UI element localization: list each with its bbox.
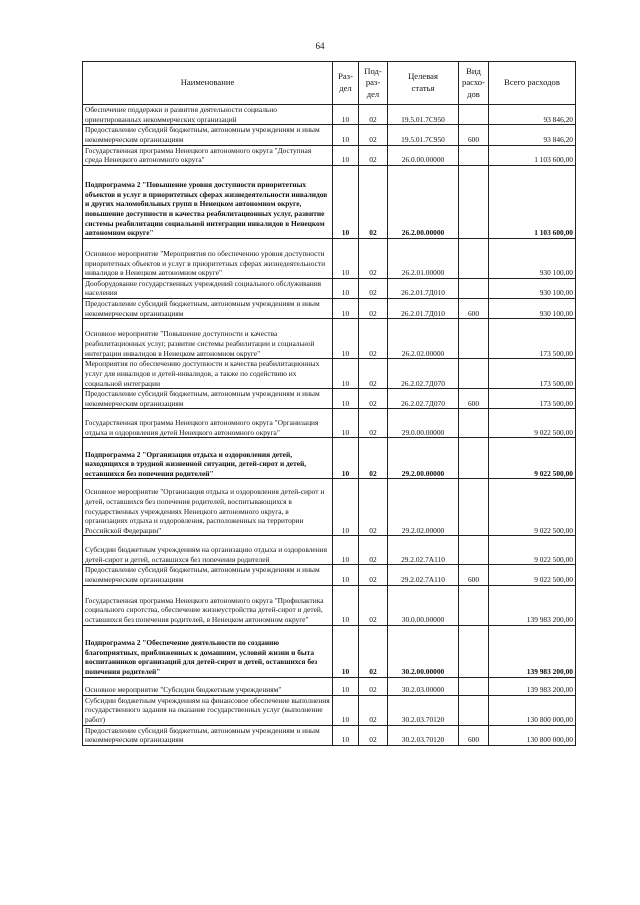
cell-total: 930 100,00 — [489, 278, 576, 298]
cell-name: Обеспечение поддержки и развития деятельности социально ориентированных некоммерческих организаций — [83, 105, 333, 125]
table-row — [83, 165, 576, 238]
cell-target: 30.2.03.70120 — [388, 725, 459, 745]
table-row — [83, 625, 576, 677]
cell-podrazdel: 02 — [359, 725, 388, 745]
cell-total: 139 983 200,00 — [489, 625, 576, 677]
header-podrazdel: Под- раз- дел — [359, 62, 388, 105]
cell-total: 9 022 500,00 — [489, 438, 576, 479]
cell-podrazdel: 02 — [359, 479, 388, 536]
cell-target: 26.2.02.00000 — [388, 319, 459, 359]
cell-vid: 600 — [459, 725, 489, 745]
cell-vid — [459, 625, 489, 677]
cell-name: Основное мероприятие "Мероприятия по обеспечению уровня доступности приоритетных объектов и услуг в приоритетных сферах жизнедеятельности инвалидов в Ненецком автономном округе" — [83, 238, 333, 278]
cell-podrazdel: 02 — [359, 565, 388, 585]
cell-vid — [459, 359, 489, 389]
table-row — [83, 677, 576, 695]
table-row — [83, 145, 576, 165]
cell-total: 1 103 600,00 — [489, 145, 576, 165]
cell-name: Мероприятия по обеспечению доступности и качества реабилитационных услуг для инвалидов и детей-инвалидов, а также по содействию их социальной интеграции — [83, 359, 333, 389]
cell-total: 930 100,00 — [489, 299, 576, 319]
table-row — [83, 278, 576, 298]
cell-vid: 600 — [459, 565, 489, 585]
cell-target: 30.2.03.00000 — [388, 677, 459, 695]
cell-target: 26.2.02.7Д070 — [388, 359, 459, 389]
cell-podrazdel: 02 — [359, 409, 388, 438]
cell-total: 930 100,00 — [489, 238, 576, 278]
cell-podrazdel: 02 — [359, 319, 388, 359]
cell-razdel: 10 — [333, 319, 359, 359]
cell-target: 29.2.02.7А110 — [388, 565, 459, 585]
cell-target: 26.2.01.7Д010 — [388, 299, 459, 319]
cell-podrazdel: 02 — [359, 389, 388, 409]
cell-razdel: 10 — [333, 565, 359, 585]
cell-name: Предоставление субсидий бюджетным, автономным учреждениям и иным некоммерческим организациям — [83, 299, 333, 319]
cell-name: Государственная программа Ненецкого автономного округа "Профилактика социального сиротства, обеспечение жизнеустройства детей-сирот и детей, оставшихся без попечения родителей, в Ненецком автономном округе" — [83, 585, 333, 625]
cell-vid — [459, 536, 489, 565]
cell-razdel: 10 — [333, 695, 359, 725]
cell-name: Дооборудование государственных учреждений социального обслуживания населения — [83, 278, 333, 298]
cell-razdel: 10 — [333, 105, 359, 125]
cell-vid — [459, 238, 489, 278]
cell-total: 9 022 500,00 — [489, 565, 576, 585]
cell-target: 26.0.00.00000 — [388, 145, 459, 165]
cell-target: 26.2.01.00000 — [388, 238, 459, 278]
cell-podrazdel: 02 — [359, 125, 388, 145]
table-row — [83, 125, 576, 145]
cell-vid — [459, 438, 489, 479]
page-number: 64 — [315, 41, 325, 51]
cell-total: 93 846,20 — [489, 125, 576, 145]
cell-razdel: 10 — [333, 479, 359, 536]
header-total: Всего расходов — [489, 62, 576, 105]
header-name: Наименование — [83, 62, 333, 105]
cell-name: Государственная программа Ненецкого автономного округа "Организация отдыха и оздоровления детей Ненецкого автономного округа" — [83, 409, 333, 438]
cell-name: Предоставление субсидий бюджетным, автономным учреждениям и иным некоммерческим организациям — [83, 389, 333, 409]
cell-target: 26.2.01.7Д010 — [388, 278, 459, 298]
cell-target: 29.0.00.00000 — [388, 409, 459, 438]
cell-total: 139 983 200,00 — [489, 677, 576, 695]
cell-vid — [459, 278, 489, 298]
cell-podrazdel: 02 — [359, 536, 388, 565]
cell-total: 9 022 500,00 — [489, 479, 576, 536]
cell-target: 19.5.01.7С950 — [388, 125, 459, 145]
table-row — [83, 359, 576, 389]
cell-name: Основное мероприятие "Субсидии бюджетным учреждениям" — [83, 677, 333, 695]
cell-name: Основное мероприятие "Организация отдыха и оздоровления детей-сирот и детей, оставшихся без попечения родителей, воспитывающихся в государственных учреждениях Ненецкого автономного округа, в организациях отдыха и оздоровления, расположенных на территории Российской Федерации" — [83, 479, 333, 536]
cell-name: Субсидии бюджетным учреждениям на финансовое обеспечение выполнения государственного задания на оказание государственных услуг (выполнение работ) — [83, 695, 333, 725]
cell-name: Предоставление субсидий бюджетным, автономным учреждениям и иным некоммерческим организациям — [83, 725, 333, 745]
cell-razdel: 10 — [333, 585, 359, 625]
cell-razdel: 10 — [333, 438, 359, 479]
cell-podrazdel: 02 — [359, 695, 388, 725]
cell-razdel: 10 — [333, 625, 359, 677]
cell-total: 173 500,00 — [489, 319, 576, 359]
cell-razdel: 10 — [333, 409, 359, 438]
cell-vid — [459, 695, 489, 725]
cell-vid: 600 — [459, 125, 489, 145]
table-row — [83, 105, 576, 125]
cell-target: 30.2.00.00000 — [388, 625, 459, 677]
cell-razdel: 10 — [333, 359, 359, 389]
cell-vid: 600 — [459, 389, 489, 409]
cell-target: 29.2.00.00000 — [388, 438, 459, 479]
table-row — [83, 438, 576, 479]
table-row — [83, 536, 576, 565]
cell-podrazdel: 02 — [359, 625, 388, 677]
cell-podrazdel: 02 — [359, 677, 388, 695]
cell-target: 26.2.02.7Д070 — [388, 389, 459, 409]
cell-razdel: 10 — [333, 725, 359, 745]
cell-vid — [459, 105, 489, 125]
cell-razdel: 10 — [333, 165, 359, 238]
table-row — [83, 409, 576, 438]
cell-podrazdel: 02 — [359, 238, 388, 278]
cell-vid: 600 — [459, 299, 489, 319]
cell-razdel: 10 — [333, 278, 359, 298]
cell-podrazdel: 02 — [359, 585, 388, 625]
cell-target: 29.2.02.00000 — [388, 479, 459, 536]
cell-podrazdel: 02 — [359, 359, 388, 389]
cell-razdel: 10 — [333, 299, 359, 319]
cell-total: 93 846,20 — [489, 105, 576, 125]
cell-vid — [459, 479, 489, 536]
header-razdel: Раз- дел — [333, 62, 359, 105]
cell-podrazdel: 02 — [359, 299, 388, 319]
cell-razdel: 10 — [333, 536, 359, 565]
cell-target: 26.2.00.00000 — [388, 165, 459, 238]
cell-total: 173 500,00 — [489, 359, 576, 389]
cell-total: 9 022 500,00 — [489, 536, 576, 565]
cell-total: 173 500,00 — [489, 389, 576, 409]
cell-name: Предоставление субсидий бюджетным, автономным учреждениям и иным некоммерческим организациям — [83, 565, 333, 585]
table-row — [83, 238, 576, 278]
cell-razdel: 10 — [333, 238, 359, 278]
cell-vid — [459, 145, 489, 165]
cell-name: Предоставление субсидий бюджетным, автономным учреждениям и иным некоммерческим организациям — [83, 125, 333, 145]
cell-vid — [459, 319, 489, 359]
table-header-row — [83, 62, 576, 105]
header-target: Целевая статья — [388, 62, 459, 105]
cell-name: Подпрограмма 2 "Обеспечение деятельности по созданию благоприятных, приближенных к домашним, условий жизни и быта воспитанников организаций для детей-сирот и детей, оставшихся без попечения родителей" — [83, 625, 333, 677]
cell-razdel: 10 — [333, 125, 359, 145]
cell-total: 9 022 500,00 — [489, 409, 576, 438]
table-row — [83, 725, 576, 745]
cell-target: 29.2.02.7А110 — [388, 536, 459, 565]
table-row — [83, 585, 576, 625]
cell-target: 30.0.00.00000 — [388, 585, 459, 625]
cell-name: Подпрограмма 2 "Организация отдыха и оздоровления детей, находящихся в трудной жизненной ситуации, детей-сирот и детей, оставшихся без попечения родителей" — [83, 438, 333, 479]
cell-total: 130 800 000,00 — [489, 695, 576, 725]
cell-name: Государственная программа Ненецкого автономного округа "Доступная среда Ненецкого автономного округа" — [83, 145, 333, 165]
cell-name: Основное мероприятие "Повышение доступности и качества реабилитационных услуг, развитие системы реабилитации и социальной интеграции инвалидов в Ненецком автономном округе" — [83, 319, 333, 359]
cell-podrazdel: 02 — [359, 438, 388, 479]
cell-razdel: 10 — [333, 389, 359, 409]
cell-vid — [459, 165, 489, 238]
cell-vid — [459, 677, 489, 695]
cell-target: 19.5.01.7С950 — [388, 105, 459, 125]
cell-total: 139 983 200,00 — [489, 585, 576, 625]
table-row — [83, 319, 576, 359]
cell-vid — [459, 409, 489, 438]
budget-table — [82, 61, 576, 746]
cell-name: Субсидии бюджетным учреждениям на организацию отдыха и оздоровления детей-сирот и детей, оставшихся без попечения родителей — [83, 536, 333, 565]
cell-podrazdel: 02 — [359, 105, 388, 125]
cell-razdel: 10 — [333, 145, 359, 165]
cell-podrazdel: 02 — [359, 165, 388, 238]
cell-podrazdel: 02 — [359, 278, 388, 298]
table-row — [83, 695, 576, 725]
table-row — [83, 479, 576, 536]
header-vid: Вид расхо- дов — [459, 62, 489, 105]
cell-podrazdel: 02 — [359, 145, 388, 165]
cell-razdel: 10 — [333, 677, 359, 695]
cell-target: 30.2.03.70120 — [388, 695, 459, 725]
table-row — [83, 565, 576, 585]
table-row — [83, 389, 576, 409]
cell-vid — [459, 585, 489, 625]
cell-name: Подпрограмма 2 "Повышение уровня доступности приоритетных объектов и услуг в приоритетных сферах жизнедеятельности инвалидов и других маломобильных групп в Ненецком автономном округе, повышение доступности и качества реабилитационных услуг, развитие системы реабилитации социальной интеграции инвалидов в Ненецком автономном округе" — [83, 165, 333, 238]
cell-total: 130 800 000,00 — [489, 725, 576, 745]
cell-total: 1 103 600,00 — [489, 165, 576, 238]
table-row — [83, 299, 576, 319]
